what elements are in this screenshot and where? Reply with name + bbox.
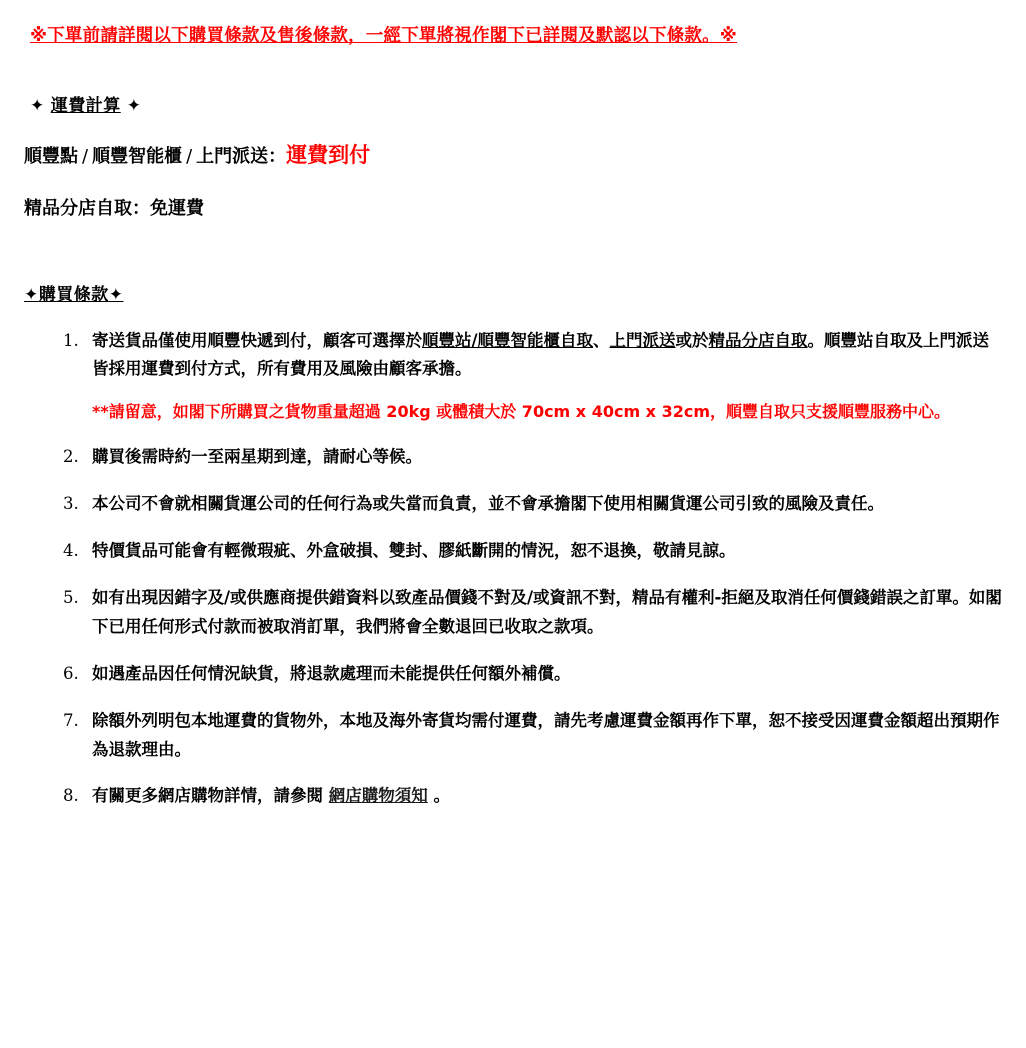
list-item: 3. 本公司不會就相關貨運公司的任何行為或失當而負責，並不會承擔閣下使用相關貨運公司引致的風險及責任。 [84, 490, 1004, 519]
colon-1: ： [268, 146, 287, 167]
term-1-weight-note: **請留意，如閣下所購買之貨物重量超過 20kg 或體積大於 70cm x 40cm x 32cm，順豐自取只支援順豐服務中心。 [92, 402, 950, 422]
list-item: 7. 除額外列明包本地運費的貨物外，本地及海外寄貨均需付運費，請先考慮運費金額再作下單，恕不接受因運費金額超出預期作為退款理由。 [84, 707, 1004, 765]
terms-section-heading [24, 280, 1004, 305]
terms-list [22, 327, 1004, 812]
list-item [84, 327, 1004, 426]
top-notice: ※下單前請詳閱以下購買條款及售後條款，一經下單將視作閣下已詳閱及默認以下條款。※ [30, 26, 738, 46]
list-item: 2. 購買後需時約一至兩星期到達，請耐心等候。 [84, 443, 1004, 472]
star-left-icon: ✦ [30, 96, 45, 116]
term-8-suffix: 。 [427, 786, 450, 806]
list-item [84, 782, 1004, 811]
shipping-heading-label: 運費計算 [50, 96, 121, 116]
shopping-guide-link[interactable]: 網店購物須知 [328, 786, 428, 806]
term-1-suffix: 。順豐站自取及上門派送皆採用運費到付方式，所有費用及風險由顧客承擔。 [92, 330, 990, 379]
terms-heading-label: 購買條款 [38, 284, 109, 305]
star-right-icon: ✦ [126, 96, 142, 116]
term-1-underline-2: 上門派送 [609, 330, 676, 350]
separator-2: / [186, 146, 193, 167]
star-left-icon-2: ✦ [24, 284, 39, 305]
term-1-underline-3: 精品分店自取 [708, 330, 808, 350]
list-item: 6. 如遇產品因任何情況缺貨，將退款處理而未能提供任何額外補償。 [84, 660, 1004, 689]
shipping-option-door-delivery: 上門派送 [196, 146, 269, 167]
list-item: 5. 如有出現因錯字及/或供應商提供錯資料以致產品價錢不對及/或資訊不對，精品有權利-拒絕及取消任何價錢錯誤之訂單。如閣下已用任何形式付款而被取消訂單，我們將會全數退回已收取之款項。 [84, 584, 1004, 642]
term-1-prefix: 寄送貨品僅使用順豐快遞到付，顧客可選擇於 [92, 330, 422, 350]
term-1-underline-1: 順豐站/順豐智能櫃自取 [422, 330, 594, 350]
shipping-option-sf-point: 順豐點 [24, 146, 78, 167]
term-1-mid-2: 或於 [675, 330, 709, 350]
shipping-section-heading [24, 91, 1004, 116]
store-pickup-line: 精品分店自取：免運費 [24, 197, 204, 219]
shipping-option-sf-locker: 順豐智能櫃 [92, 146, 183, 167]
shipping-methods-line [24, 140, 1004, 172]
term-8-prefix: 有關更多網店購物詳情，請參閱 [92, 786, 329, 806]
separator-1: / [82, 146, 89, 167]
star-right-icon-2: ✦ [108, 284, 124, 305]
term-1-mid-1: 、 [593, 330, 610, 350]
shipping-fee-value: 運費到付 [286, 143, 371, 167]
list-item: 4. 特價貨品可能會有輕微瑕疵、外盒破損、雙封、膠紙斷開的情況，恕不退換，敬請見諒。 [84, 537, 1004, 566]
